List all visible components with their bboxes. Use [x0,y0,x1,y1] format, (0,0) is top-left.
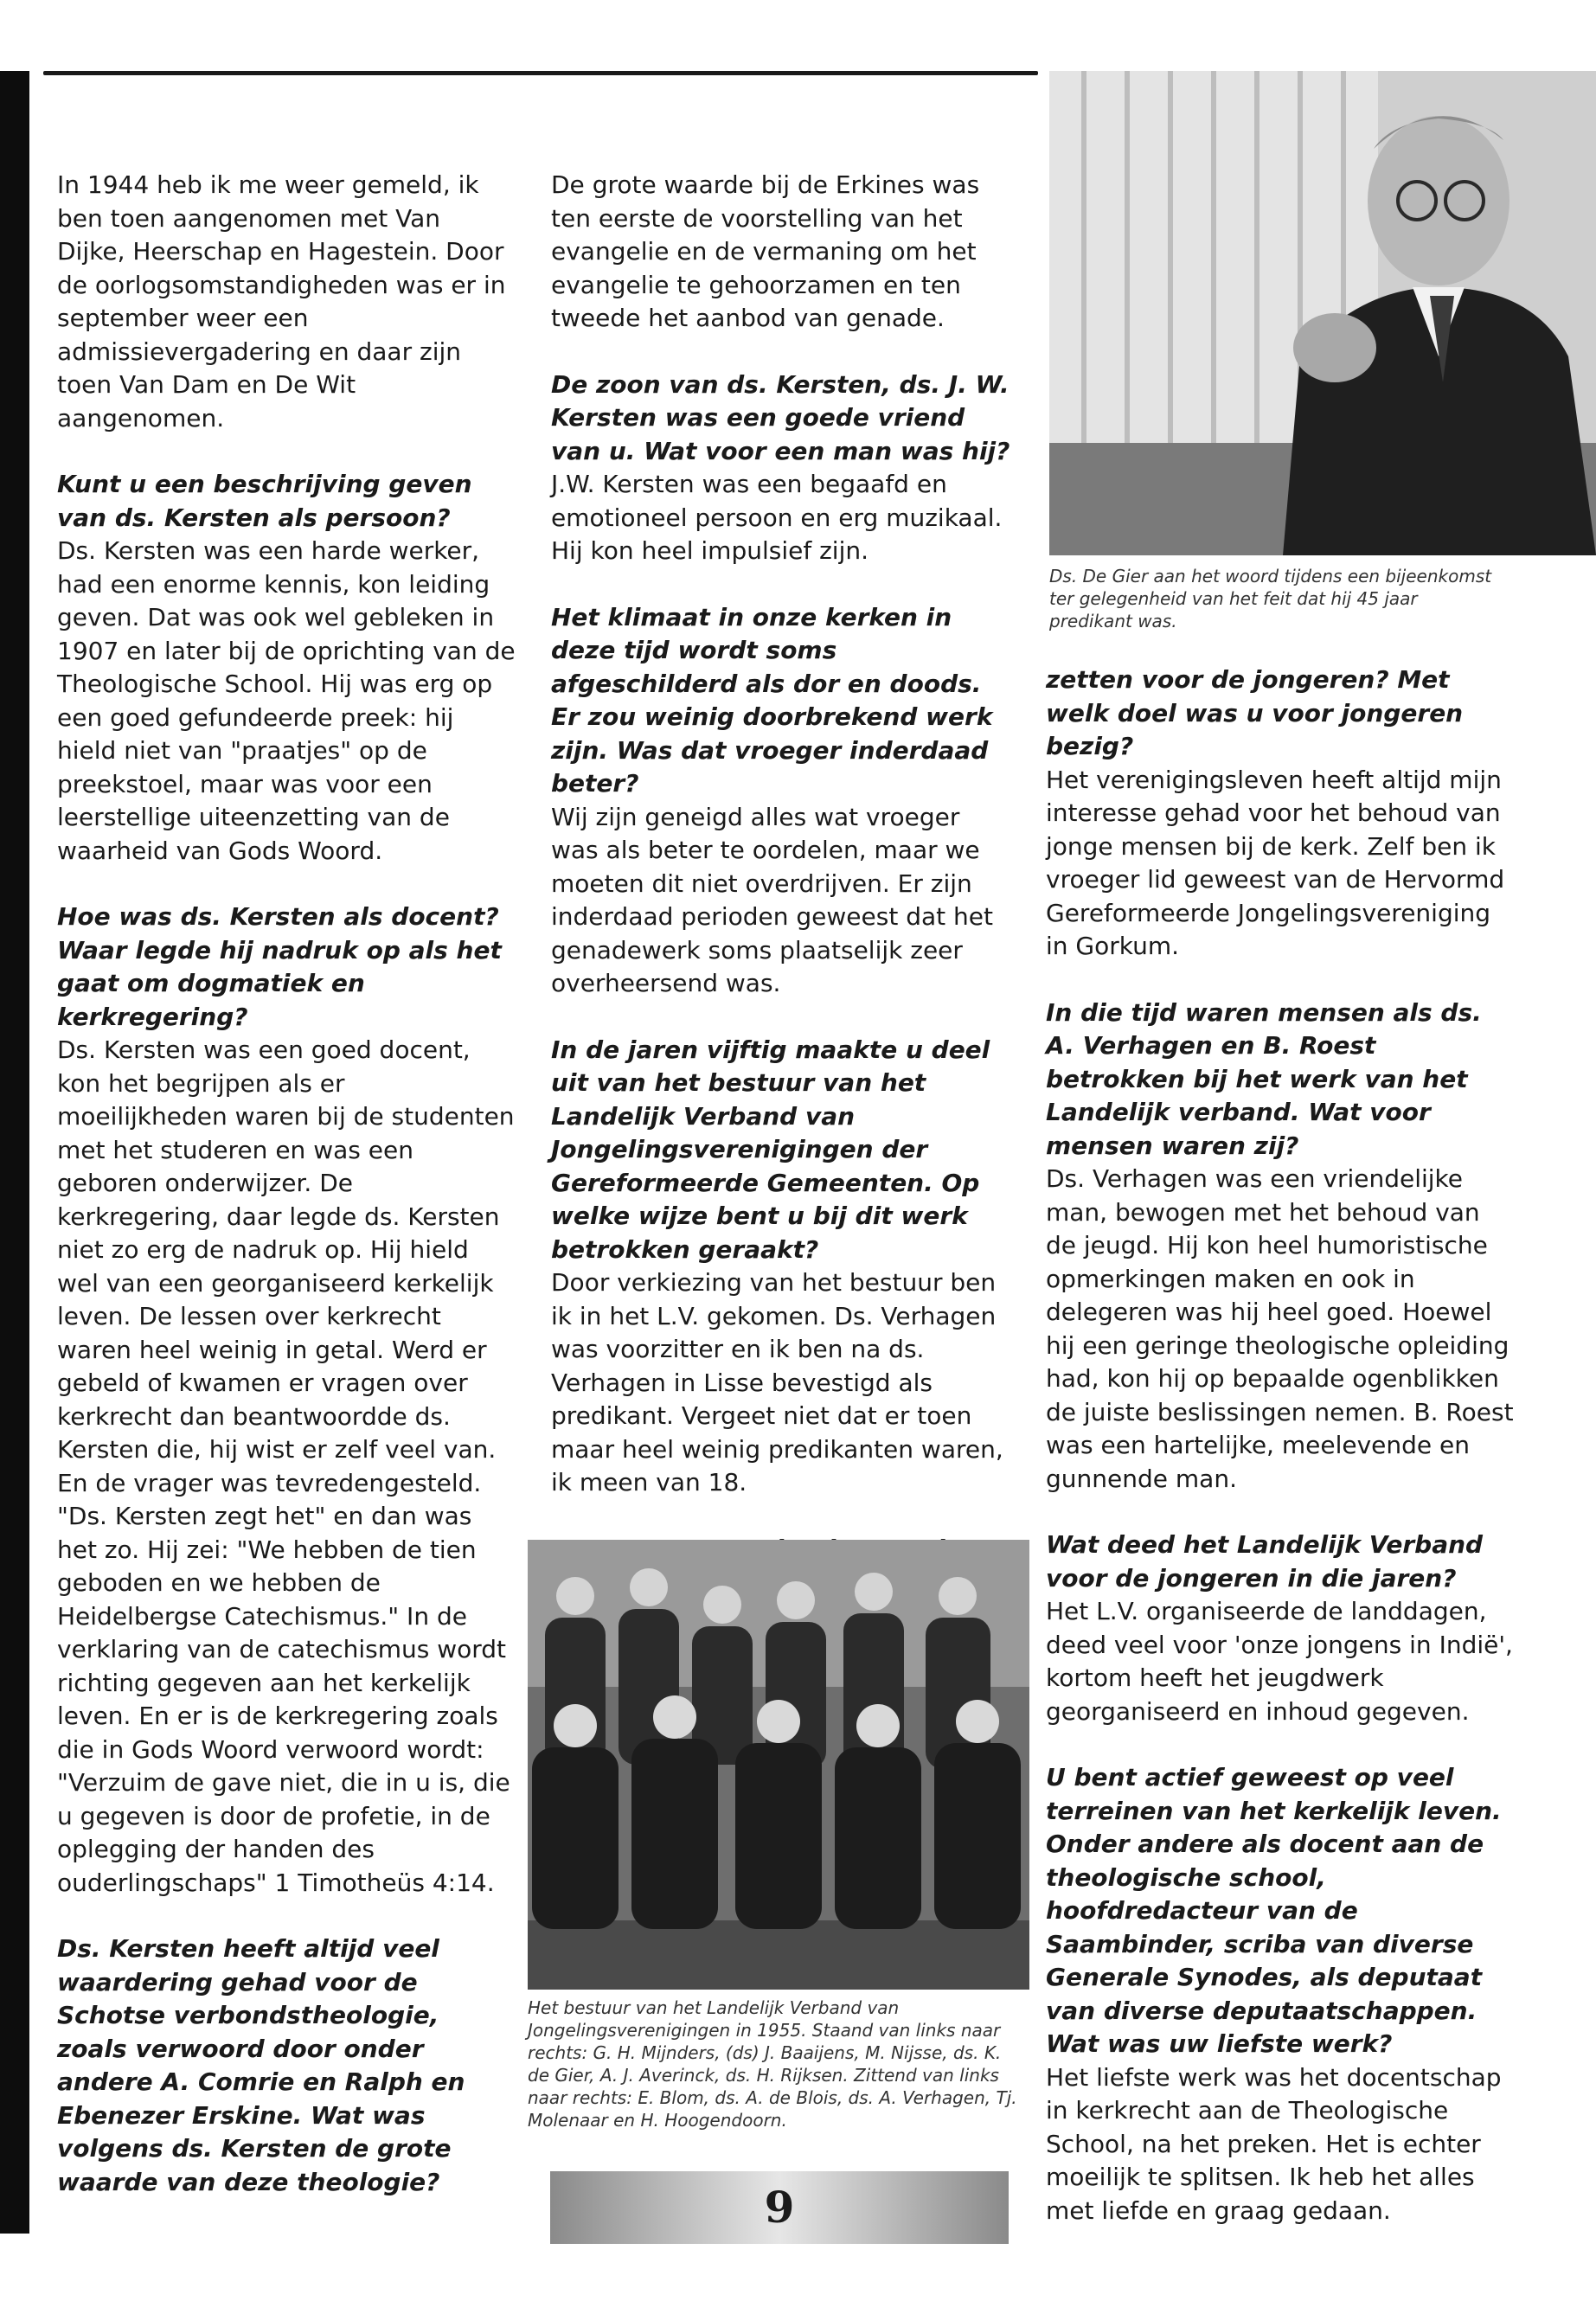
answer-text: J.W. Kersten was een begaafd en emotioneel persoon en erg muzikaal. Hij kon heel impulsief zijn. [551,470,1003,565]
photo-board-1955 [528,1540,1029,1990]
qa-block [1046,663,1517,964]
paragraph [551,169,1014,336]
question-text: Ds. Kersten heeft altijd veel waardering gehad voor de Schotse verbondstheologie, zoals verwoord door onder andere A. Comrie en Ralph en Ebenezer Erskine. Wat was volgens ds. Kersten de grote waarde van deze theologie? [57,1934,465,2196]
question-text: Het klimaat in onze kerken in deze tijd wordt soms afgeschilderd als dor en doods. Er zou weinig doorbrekend werk zijn. Was dat vroeger inderdaad beter? [551,602,993,798]
scan-edge [0,71,29,2234]
answer-text: De grote waarde bij de Erkines was ten eerste de voorstelling van het evangelie en de vermaning om het evangelie te gehoorzamen en ten tweede het aanbod van genade. [551,170,980,332]
answer-text: Het L.V. organiseerde de landdagen, deed veel voor 'onze jongens in Indië', kortom heeft het jeugdwerk georganiseerd en inhoud gegeven. [1046,1597,1513,1726]
header-rule [43,71,1038,75]
photo-board-illustration [528,1540,1029,1990]
qa-block [1046,1529,1517,1728]
photo-board-caption: Het bestuur van het Landelijk Verband van Jongelingsverenigingen in 1955. Staand van links naar rechts: G. H. Mijnders, (ds) J. Baaijens, M. Nijsse, ds. K. de Gier, A. J. Averinck, ds. H. Rijksen. Zittend van links naar rechts: E. Blom, ds. A. de Blois, ds. A. Verhagen, Tj. Molenaar en H. Hoogendoorn. [528,1997,1017,2131]
qa-block [57,1932,516,2199]
column-left [57,169,516,2232]
question-text: Hoe was ds. Kersten als docent? Waar legde hij nadruk op als het gaat om dogmatiek en kerkregering? [57,902,502,1031]
question-text: De zoon van ds. Kersten, ds. J. W. Kersten was een goede vriend van u. Wat voor een man was hij? [551,369,1010,465]
answer-text: Wij zijn geneigd alles wat vroeger was als beter te oordelen, maar we moeten dit niet overdrijven. Er zijn inderdaad perioden geweest dat het genadewerk soms plaatselijk zeer overheersend was. [551,802,993,997]
page-number: 9 [764,2182,795,2233]
question-text: Kunt u een beschrijving geven van ds. Kersten als persoon? [57,470,472,532]
answer-text: Ds. Kersten was een goed docent, kon het begrijpen als er moeilijkheden waren bij de studenten met het studeren en was een geboren onderwijzer. De kerkregering, daar legde ds. Kersten niet zo erg de nadruk op. Hij hield wel van een georganiseerd kerkelijk leven. De lessen over kerkrecht waren heel weinig in getal. Werd er gebeld of kwamen er vragen over kerkrecht dan beantwoordde ds. Kersten die, hij wist er zelf veel van. En de vrager was tevredengesteld. "Ds. Kersten zegt het" en dan was het zo. Hij zei: "We hebben de tien geboden en we hebben de Heidelbergse Catechismus." In de verklaring van de catechismus wordt richting gegeven aan het kerkelijk leven. En er is de kerkregering zoals die in Gods Woord verwoord wordt: "Verzuim de gave niet, die in u is, die u gegeven is door de profetie, in de oplegging der handen des ouderlingschaps" 1 Timotheüs 4:14. [57,1035,515,1897]
answer-text: Door verkiezing van het bestuur ben ik in het L.V. gekomen. Ds. Verhagen was voorzitter en ik ben na ds. Verhagen in Lisse bevestigd als predikant. Vergeet niet dat er toen maar heel weinig predikanten waren, ik meen van 18. [551,1268,1003,1497]
question-text: In die tijd waren mensen als ds. A. Verhagen en B. Roest betrokken bij het werk van het Landelijk verband. Wat voor mensen waren zij? [1046,997,1482,1160]
answer-text: Het liefste werk was het docentschap in kerkrecht aan de Theologische School, na het preken. Het is echter moeilijk te splitsen. Ik heb het alles met liefde en graag gedaan. [1046,2062,1502,2225]
answer-text: In 1944 heb ik me weer gemeld, ik ben toen aangenomen met Van Dijke, Heerschap en Hagestein. Door de oorlogsomstandigheden was er in september weer een admissievergadering en daar zijn toen Van Dam en De Wit aangenomen. [57,170,506,433]
column-right [1046,663,1517,2260]
qa-block [1046,1761,1517,2227]
answer-text: Ds. Verhagen was een vriendelijke man, bewogen met het behoud van de jeugd. Hij kon heel humoristische opmerkingen maken en ook in delegeren was hij heel goed. Hoewel hij een geringe theologische opleiding had, kon hij op bepaalde ogenblikken de juiste beslissingen nemen. B. Roest was een hartelijke, meelevende en gunnende man. [1046,1164,1514,1493]
answer-text: Ds. Kersten was een harde werker, had een enorme kennis, kon leiding geven. Dat was ook wel gebleken in 1907 en later bij de oprichting van de Theologische School. Hij was erg op een goed gefundeerde preek: hij hield niet van "praatjes" op de preekstoel, maar was voor een leerstellige uiteenzetting van de waarheid van Gods Woord. [57,536,516,865]
question-text: zetten voor de jongeren? Met welk doel was u voor jongeren bezig? [1046,665,1464,760]
qa-block [551,369,1014,568]
paragraph [57,169,516,435]
question-text: Wat deed het Landelijk Verband voor de jongeren in die jaren? [1046,1530,1484,1593]
qa-block [551,601,1014,1001]
photo-speaker-illustration [1049,71,1596,555]
column-middle [551,169,1014,1599]
answer-text: Het verenigingsleven heeft altijd mijn interesse gehad voor het behoud van jonge mensen bij de kerk. Zelf ben ik vroeger lid geweest van de Hervormd Gereformeerde Jongelingsvereniging in Gorkum. [1046,765,1505,960]
question-text: U bent actief geweest op veel terreinen van het kerkelijk leven. Onder andere als docent aan de theologische school, hoofdredacteur van de Saambinder, scriba van diverse Generale Synodes, als deputaat van diverse deputaatschappen. Wat was uw liefste werk? [1046,1763,1502,2058]
question-text: In de jaren vijftig maakte u deel uit van het bestuur van het Landelijk Verband van Jongelingsverenigingen der Gereformeerde Gemeenten. Op welke wijze bent u bij dit werk betrokken geraakt? [551,1035,990,1264]
qa-block [57,468,516,868]
qa-block [1046,997,1517,1497]
qa-block [57,901,516,1900]
photo-speaker [1049,71,1596,555]
page-number-bar [550,2171,1009,2244]
photo-speaker-caption: Ds. De Gier aan het woord tijdens een bijeenkomst ter gelegenheid van het feit dat hij 45 jaar predikant was. [1049,566,1492,631]
qa-block [551,1034,1014,1500]
